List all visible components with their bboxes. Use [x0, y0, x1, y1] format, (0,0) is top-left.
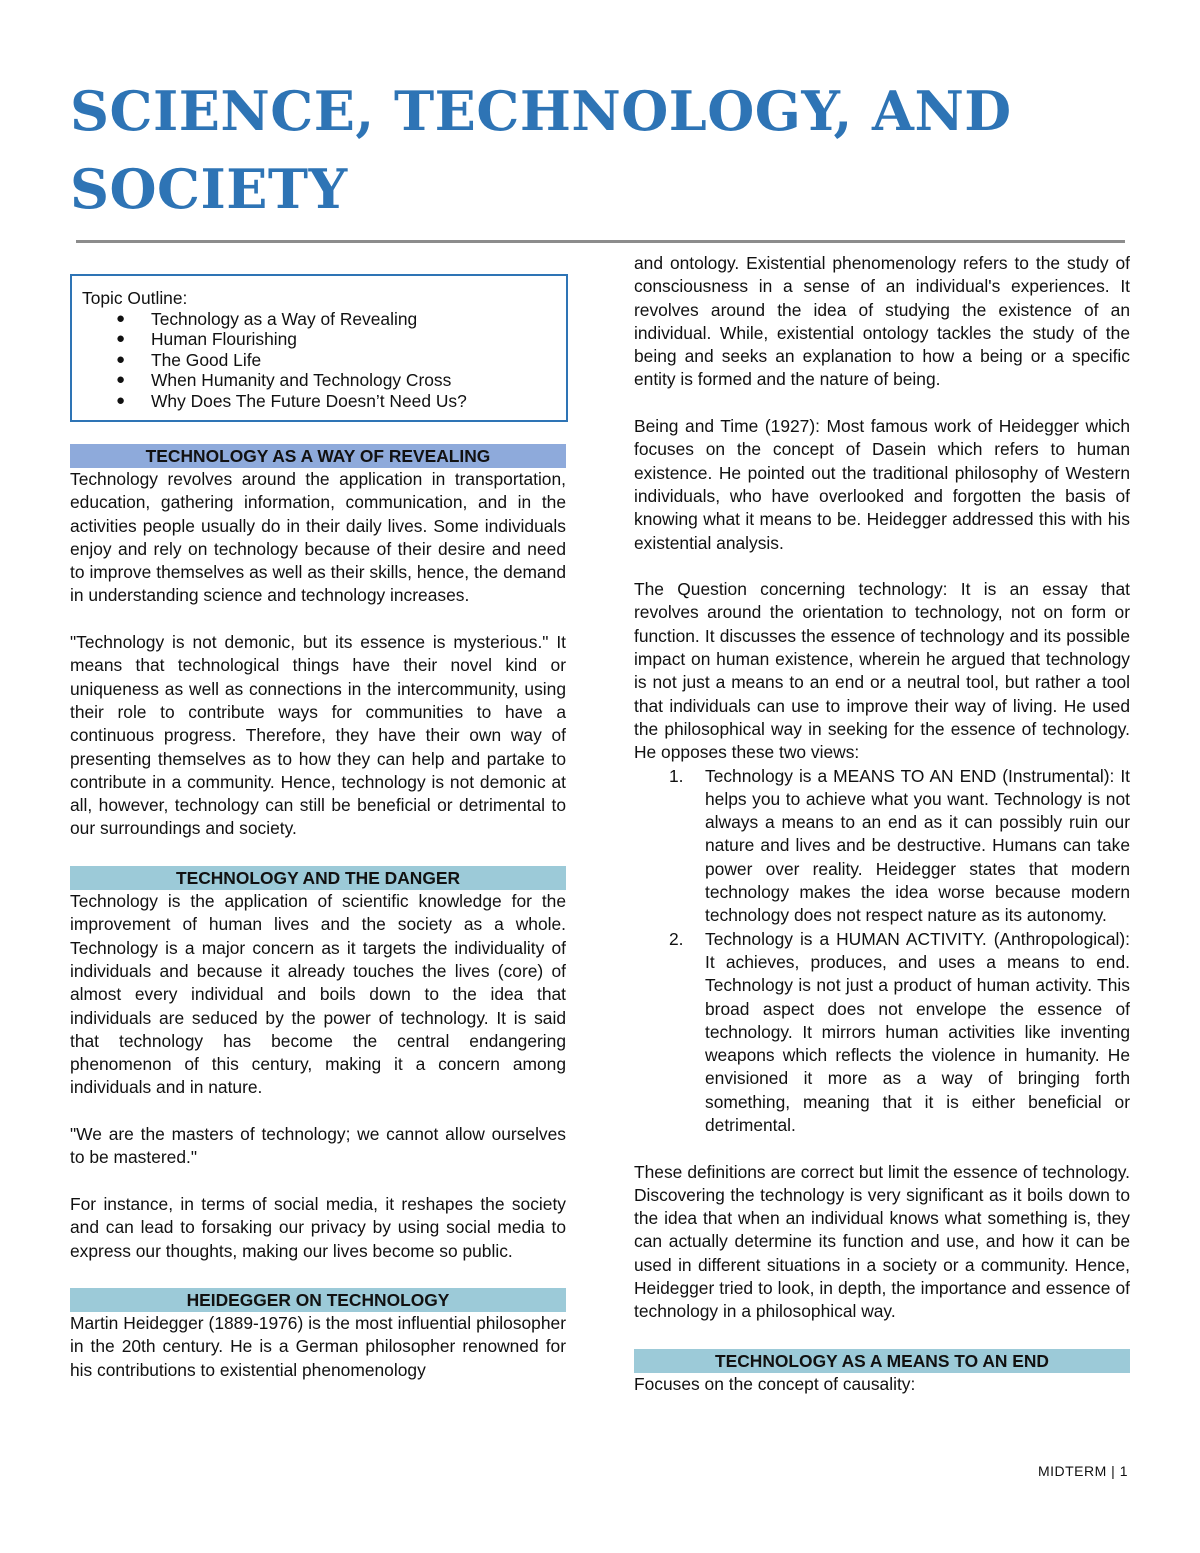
topic-outline-box	[70, 274, 568, 422]
paragraph: Technology revolves around the application in transportation, education, gathering information, communication, and in the activities people usually do in their daily lives. Some individuals enjoy and rely on technology because of their desire and need to improve themselves as well as their skills, hence, the demand in understanding science and technology increases.	[70, 469, 566, 606]
outline-label: Topic Outline:	[82, 288, 188, 308]
bullet-icon: ●	[116, 330, 126, 347]
title-divider	[76, 240, 1125, 243]
views-list	[634, 765, 1130, 1138]
paragraph: Technology is the application of scientific knowledge for the improvement of human lives and the society as a whole. Technology is a major concern as it targets the individuality of individuals and because it already touches the lives (core) of almost every individual and boils down to the idea that individuals are seduced by the power of technology. It is said that technology has become the central endangering phenomenon of this century, making it a concern among individuals and in nature.	[70, 891, 566, 1098]
outline-item: ● When Humanity and Technology Cross	[116, 370, 452, 390]
outline-item: ● The Good Life	[116, 349, 262, 370]
section-heading-heidegger: HEIDEGGER ON TECHNOLOGY	[70, 1288, 566, 1312]
paragraph: and ontology. Existential phenomenology refers to the study of consciousness in a sense of an individual's experiences. It revolves around the idea of studying the existence of an individual. While, existential ontology tackles the study of the being and seeks an explanation to how a being or a specific entity is formed and the nature of being.	[634, 253, 1130, 390]
paragraph: "Technology is not demonic, but its essence is mysterious." It means that technological things have their novel kind or uniqueness as well as connections in the intercommunity, using their role to contribute ways for communities to have a continuous progress. Therefore, they have their own way of presenting themselves as to how they can help and partake to contribute in a community. Hence, technology is not demonic at all, however, technology can still be beneficial or detrimental to our surroundings and society.	[70, 632, 566, 839]
outline-list	[82, 309, 556, 412]
outline-item: ● Technology as a Way of Revealing	[116, 308, 418, 329]
outline-item: ● Human Flourishing	[116, 329, 297, 349]
paragraph: The Question concerning technology: It is an essay that revolves around the orientation to technology, not on form or function. It discusses the essence of technology and its possible impact on human existence, wherein he argued that technology is not just a means to an end or a neutral tool, but rather a tool that individuals can use to improve their way of living. He used the philosophical way in seeking for the essence of technology. He opposes these two views:	[634, 579, 1130, 763]
paragraph: Focuses on the concept of causality:	[634, 1373, 916, 1394]
paragraph: These definitions are correct but limit the essence of technology. Discovering the technology is very significant as it boils down to the idea that when an individual knows what something is, they can actually determine its function and use, and how it can be used in different situations in a society or a community. Hence, Heidegger tried to look, in depth, the importance and essence of technology in a philosophical way.	[634, 1161, 1130, 1322]
list-item: 2. Technology is a HUMAN ACTIVITY. (Anthropological): It achieves, produces, and uses a means to end. Technology is not just a product of human activity. This broad aspect does not envelope the essence of technology. It mirrors human activities like inventing weapons which reflects the violence in humanity. He envisioned it more as a way of bringing forth something, meaning that it is either beneficial or detrimental.	[669, 928, 1130, 1135]
page-footer: MIDTERM | 1	[1037, 1463, 1128, 1479]
left-column	[70, 444, 566, 1382]
bullet-icon: ●	[116, 309, 126, 327]
paragraph: Martin Heidegger (1889-1976) is the most influential philosopher in the 20th century. He is a German philosopher renowned for his contributions to existential phenomenology	[70, 1313, 566, 1380]
outline-item: ● Why Does The Future Doesn’t Need Us?	[116, 390, 467, 411]
bullet-icon: ●	[116, 350, 126, 368]
list-item: 1. Technology is a MEANS TO AN END (Instrumental): It helps you to achieve what you want. Technology is not always a means to an end as it can possibly ruin our nature and lives and be destructive. Humans can take power over reality. Heidegger states that modern technology makes the idea worse because modern technology does not respect nature as its autonomy.	[669, 765, 1130, 926]
bullet-icon: ●	[116, 391, 126, 409]
page-title: SCIENCE, TECHNOLOGY, AND SOCIETY	[70, 79, 1012, 221]
bullet-icon: ●	[116, 371, 126, 388]
right-column	[634, 252, 1130, 1396]
paragraph: Being and Time (1927): Most famous work of Heidegger which focuses on the concept of Dasein which refers to human existence. He pointed out the traditional philosophy of Western individuals, who have overlooked and forgotten the basis of knowing what it means to be. Heidegger addressed this with his existential analysis.	[634, 416, 1130, 553]
section-heading-danger: TECHNOLOGY AND THE DANGER	[70, 866, 566, 890]
section-heading-means-to-end: TECHNOLOGY AS A MEANS TO AN END	[634, 1349, 1130, 1373]
paragraph: For instance, in terms of social media, it reshapes the society and can lead to forsaking our privacy by using social media to express our thoughts, making our lives become so public.	[70, 1193, 566, 1261]
section-heading-revealing: TECHNOLOGY AS A WAY OF REVEALING	[70, 444, 566, 468]
quote-paragraph: "We are the masters of technology; we cannot allow ourselves to be mastered."	[70, 1124, 566, 1168]
